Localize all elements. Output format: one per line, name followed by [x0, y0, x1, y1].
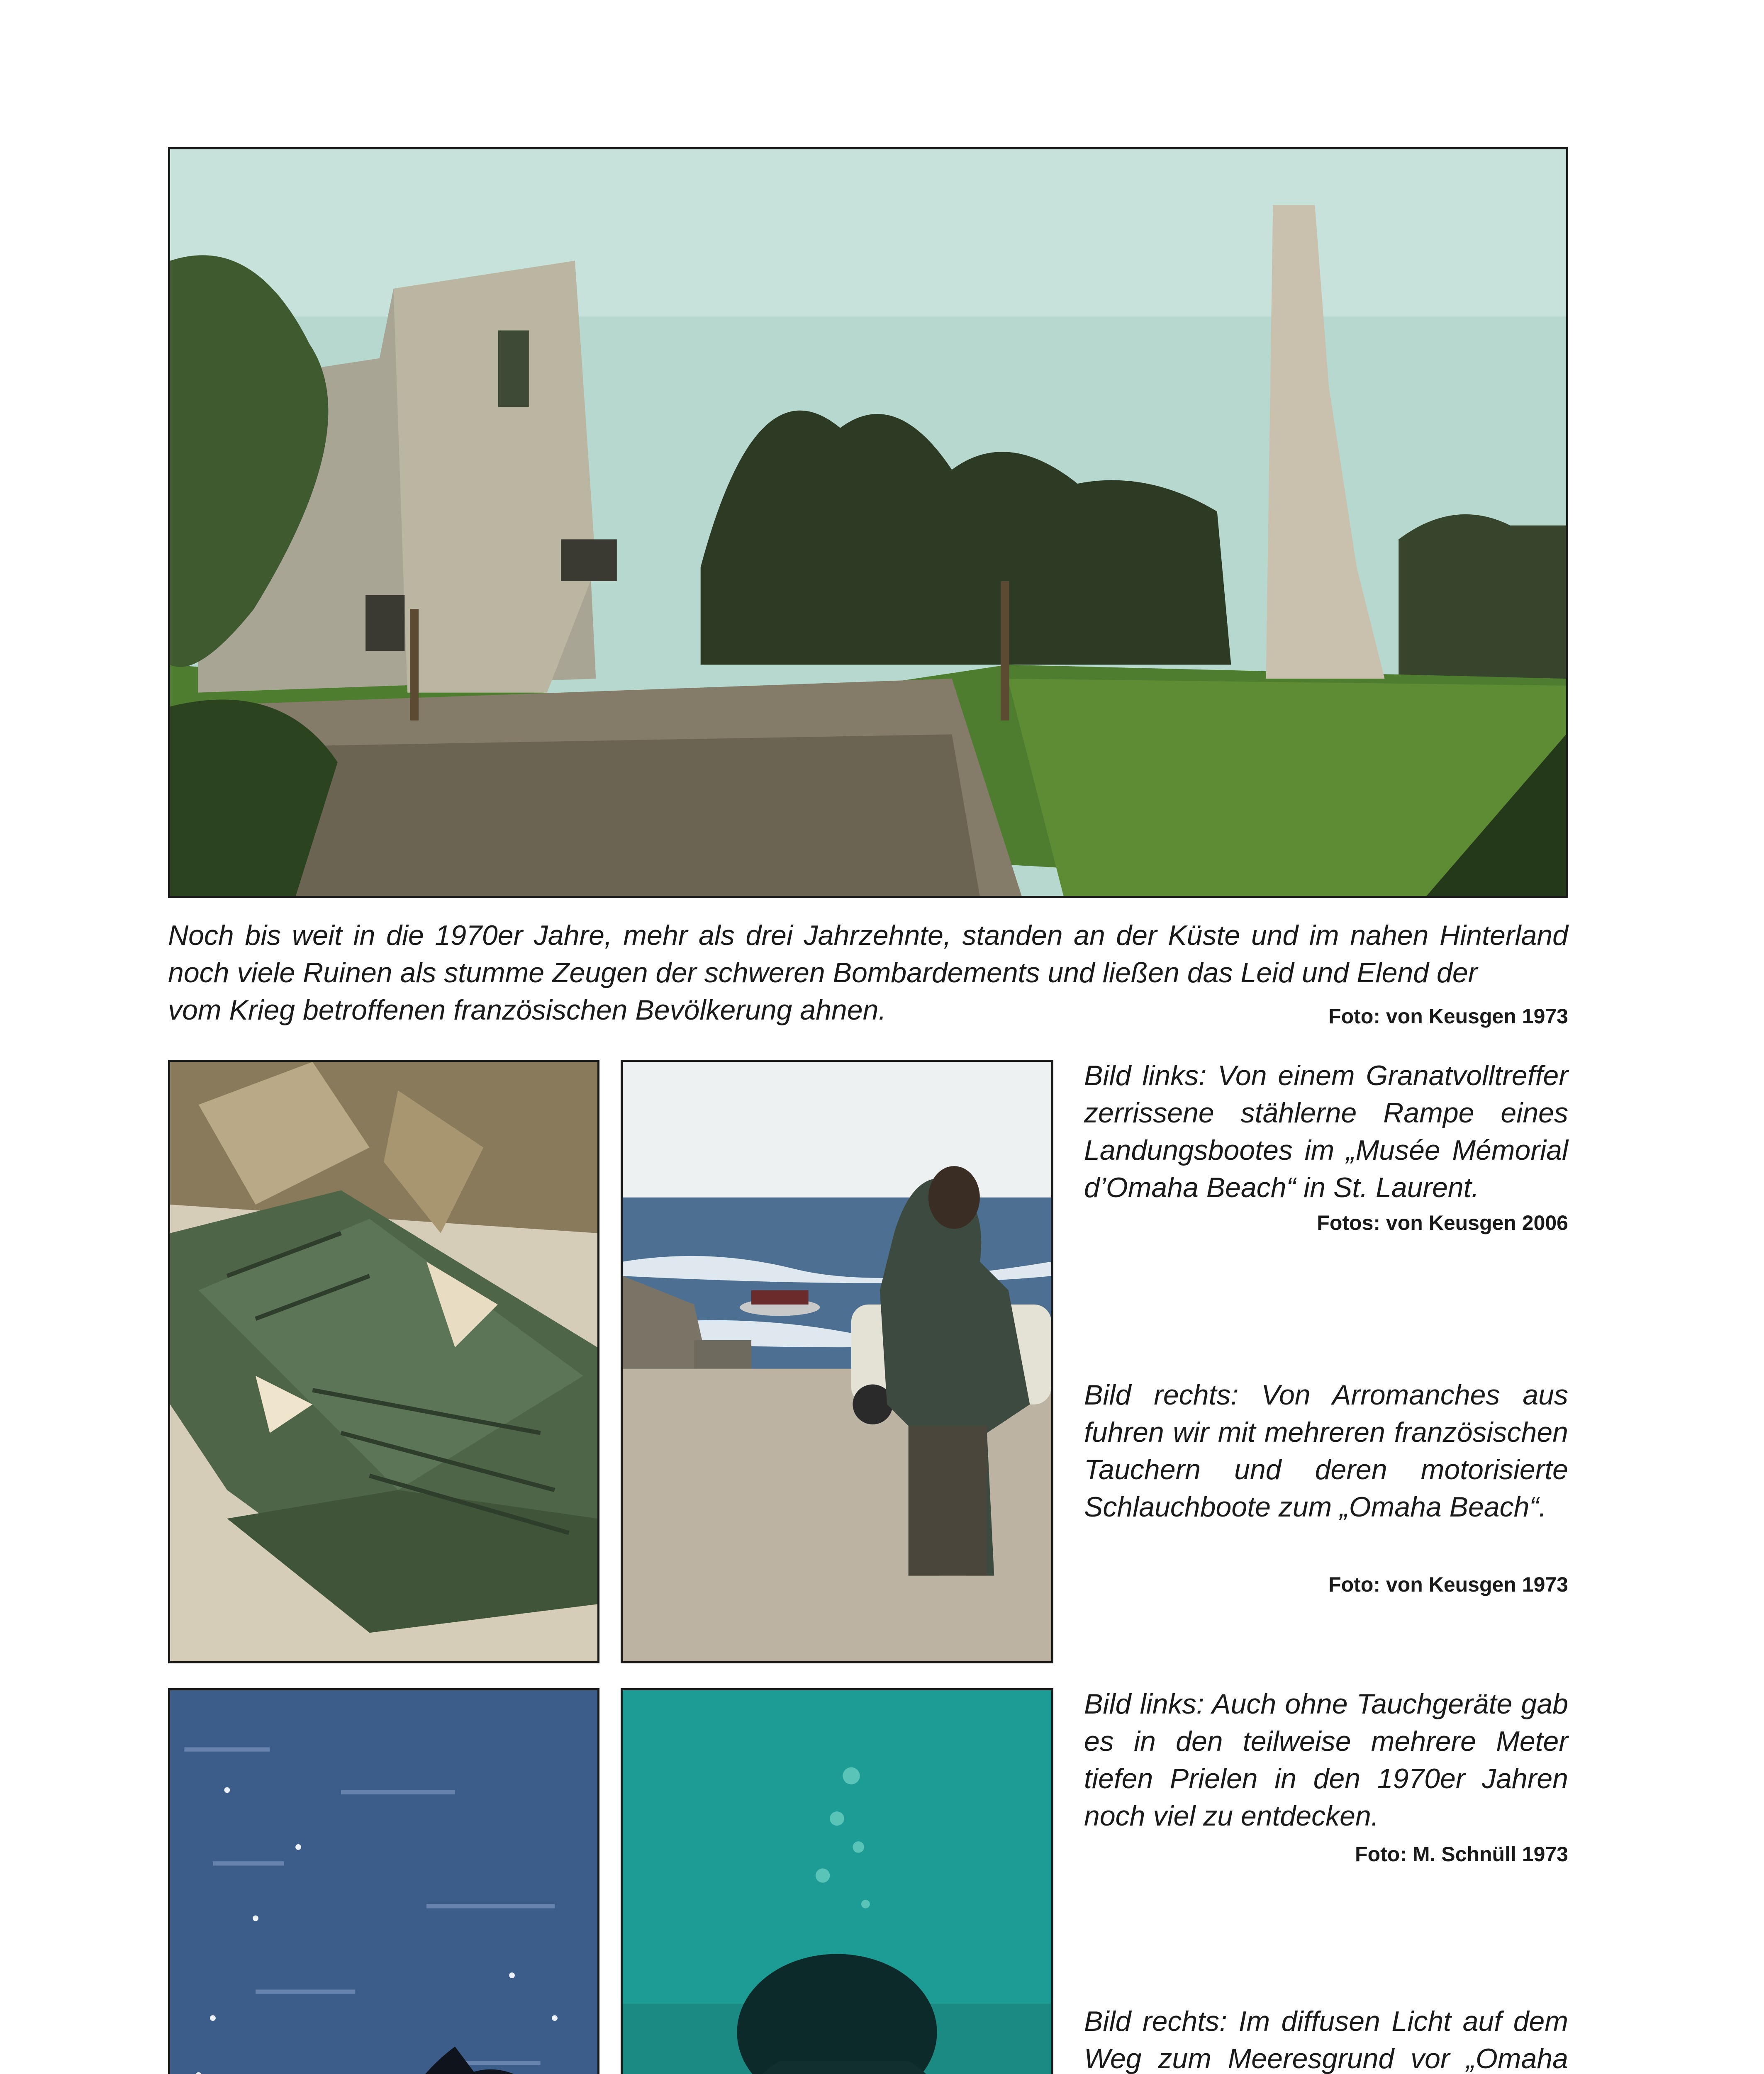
arromanches-caption: Bild rechts: Von Arromanches aus fuhren wir mit mehreren französischen Tauchern und deren motorisierte Schlauchboote zum „Omaha Beach“. — [1084, 1379, 1568, 1523]
ruins-photo — [168, 147, 1568, 898]
diver-caption: Bild rechts: Im diffusen Licht auf dem Weg zum Meeresgrund vor „Omaha — [1084, 2006, 1568, 2074]
snorkeler-photo-credit: Foto: M. Schnüll 1973 — [1355, 1843, 1568, 1866]
ruins-caption: Noch bis weit in die 1970er Jahre, mehr als drei Jahrzehnte, standen an der Küste und im nahen Hinterland noch viele Ruinen als stumme Zeugen der schweren Bombardements und ließen das Leid und Elend der vom Krieg betroffenen französischen Bevölkerung ahnen. — [168, 920, 1568, 1026]
arromanches-beach-photo — [621, 1060, 1053, 1663]
arromanches-photo-credit: Foto: von Keusgen 1973 — [1328, 1573, 1568, 1596]
ruins-photo-credit: Foto: von Keusgen 1973 — [1328, 1005, 1568, 1028]
ramp-photo-credit: Fotos: von Keusgen 2006 — [1317, 1211, 1568, 1234]
snorkeler-caption: Bild links: Auch ohne Tauchgeräte gab es in den teilweise mehrere Meter tiefen Prielen in den 1970er Jahren noch viel zu entdecken. — [1084, 1688, 1568, 1832]
ramp-caption: Bild links: Von einem Granatvolltreffer zerrissene stählerne Rampe eines Landungsbootes im „Musée Mémorial d’Omaha Beach“ in St. Laurent. — [1084, 1060, 1568, 1203]
underwater-diver-photo — [621, 1688, 1053, 2074]
snorkeler-photo — [168, 1688, 599, 2074]
landing-craft-ramp-photo — [168, 1060, 599, 1663]
